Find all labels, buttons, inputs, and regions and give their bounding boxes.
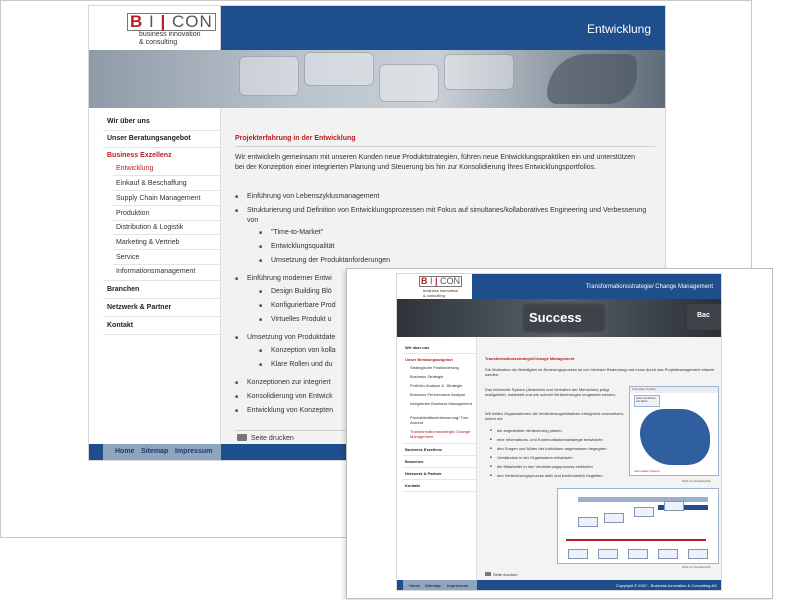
nav-branches[interactable]: Branchen bbox=[107, 286, 140, 293]
printer-icon bbox=[237, 434, 247, 441]
overlay-nav-sub-1[interactable]: Strategische Positionierung bbox=[410, 365, 459, 370]
nav-offer[interactable]: Unser Beratungsangebot bbox=[107, 135, 191, 142]
intro-text: Wir entwickeln gemeinsam mit unseren Kunden neue Produktstrategien, führen neue Entwicklungspraktiken ein und unterstützen bei der Konzeption einer integrierten Planung und Steuerung bis hin zur Konsolidierung Ihres Entwicklungsportfolios. bbox=[235, 154, 636, 171]
overlay-nav-sub-5[interactable]: Integriertes Business Management bbox=[410, 401, 472, 406]
overlay-nav-sub-7[interactable]: Transformationsstrategie/ Change Management bbox=[410, 429, 471, 439]
change-process-diagram[interactable] bbox=[557, 488, 719, 564]
success-key-label: Success bbox=[529, 310, 582, 325]
overlay-bullet-4: ■ Verständnis in der Organisation entwickeln bbox=[497, 455, 573, 460]
section-title: Entwicklung bbox=[586, 22, 651, 36]
overlay-nav-about[interactable]: Wir über uns bbox=[405, 345, 430, 350]
overlay-copyright: Copyright © 2007 - Business Innovation & Consulting AG bbox=[615, 583, 717, 588]
nav-sub-entwicklung[interactable]: Entwicklung bbox=[116, 165, 154, 172]
iceberg-diagram[interactable]: Formelles System Geben & Nehmen von Zielen Informelles System bbox=[629, 386, 719, 476]
zoom-caption-2[interactable]: Klick zur Großansicht bbox=[682, 565, 711, 569]
overlay-nav-branches[interactable]: Branchen bbox=[405, 459, 424, 464]
printer-icon bbox=[485, 572, 491, 576]
overlay-nav-excellence[interactable]: Business Exzellenz bbox=[405, 447, 442, 452]
overlay-para-1: Die Motivation der Beteiligten im Änderungsprozess ist von höchster Bedeutung und muss durch das Projektmanagement erlaubt werden. bbox=[485, 367, 714, 377]
overlay-sidebar-nav bbox=[397, 337, 477, 580]
bullet-3: ■ Einführung moderner Entwi bbox=[247, 274, 332, 284]
overlay-nav-offer[interactable]: Unser Beratungsangebot bbox=[405, 357, 453, 362]
back-key-label: Bac bbox=[697, 312, 710, 319]
overlay-nav-contact[interactable]: Kontakt bbox=[405, 483, 420, 488]
bullet-4-sub-1: ■ Konzeption von kolla bbox=[271, 346, 336, 356]
overlay-para-3: Wir helfen Organisationen die Veränderungsinitiativen erfolgreich umzusetzen, indem wir: bbox=[485, 411, 624, 421]
overlay-bullet-3: ■ den Sorgen und Nöten der Individuen angemessen begegnen bbox=[497, 446, 606, 451]
overlay-nav-sub-2[interactable]: Business Strategie bbox=[410, 374, 444, 379]
overlay-para-2: Das informelle System (Ansichten und Verhalten der Menschen) prägt maßgeblich, inwieweit und wie schnell Veränderungen umgesetzt werden. bbox=[485, 387, 616, 397]
footer-home-link[interactable]: Home bbox=[115, 448, 135, 455]
zoom-caption-1[interactable]: Klick zur Großansicht bbox=[682, 479, 711, 483]
logo[interactable] bbox=[89, 6, 221, 50]
bullet-1: ■ Einführung von Lebenszyklusmanagement bbox=[247, 192, 379, 202]
bullet-6: ■ Konsolidierung von Entwick bbox=[247, 392, 333, 402]
nav-sub-supply-chain[interactable]: Supply Chain Management bbox=[116, 195, 201, 202]
hero-image bbox=[89, 50, 666, 108]
overlay-bullet-1: ■ die angestrebte Veränderung planen bbox=[497, 428, 562, 433]
bullet-3-sub-3: ■ Virtuelles Produkt u bbox=[271, 315, 332, 325]
overlay-bullet-6: ■ den Veränderungsprozess aktiv und kontinuierlich begleiten bbox=[497, 473, 603, 478]
header bbox=[89, 6, 666, 50]
nav-contact[interactable]: Kontakt bbox=[107, 322, 134, 329]
bullet-2-sub-2: ■ Entwicklungsqualität bbox=[271, 242, 334, 252]
overlay-window bbox=[346, 268, 773, 599]
bullet-2: ■ Strukturierung und Definition von Entwicklungsprozessen mit Fokus auf simultanes/kollaboratives Engineering und Verbesserung von bbox=[247, 206, 647, 226]
sidebar-nav bbox=[89, 108, 221, 444]
logo-mark: B I | CON bbox=[127, 12, 216, 32]
bullet-3-sub-1: ■ Design Building Blö bbox=[271, 287, 332, 297]
overlay-footer bbox=[397, 580, 722, 591]
overlay-logo[interactable]: B I | CON business innovation & consulting bbox=[397, 274, 472, 299]
nav-sub-distribution[interactable]: Distribution & Logistik bbox=[116, 224, 184, 231]
overlay-content-title: Transformationsstrategie/Change Management bbox=[485, 356, 575, 361]
nav-sub-produktion[interactable]: Produktion bbox=[116, 210, 150, 217]
overlay-section-title: Transformationsstrategie/ Change Management bbox=[585, 284, 713, 290]
bullet-2-sub-3: ■ Umsetzung der Produktanforderungen bbox=[271, 256, 390, 266]
hand-image bbox=[547, 54, 637, 104]
content-title: Projekterfahrung in der Entwicklung bbox=[235, 135, 356, 142]
overlay-nav-sub-6[interactable]: Produktivitätsverbesserung/ Turn Around bbox=[410, 415, 469, 425]
logo-tagline: business innovation & consulting bbox=[139, 31, 201, 46]
bullet-4-sub-2: ■ Klare Rollen und du bbox=[271, 360, 333, 370]
bullet-2-sub-1: ■ "Time-to-Market" bbox=[271, 228, 323, 238]
overlay-footer-home[interactable]: Home bbox=[409, 583, 421, 588]
overlay-nav-sub-3[interactable]: Portfolio-Analyse & -Strategie bbox=[410, 383, 463, 388]
overlay-page bbox=[396, 273, 722, 591]
overlay-content bbox=[477, 337, 722, 580]
nav-network[interactable]: Netzwerk & Partner bbox=[107, 304, 172, 311]
overlay-logo-mark: B I | CON bbox=[421, 276, 461, 286]
print-page-link[interactable]: Seite drucken bbox=[237, 434, 294, 442]
nav-sub-service[interactable]: Service bbox=[116, 254, 140, 261]
nav-sub-einkauf[interactable]: Einkauf & Beschaffung bbox=[116, 180, 187, 187]
footer-impressum-link[interactable]: Impressum bbox=[175, 448, 213, 455]
bullet-7: ■ Entwicklung von Konzepten bbox=[247, 406, 333, 416]
overlay-print-page-link[interactable]: Seite drucken bbox=[485, 572, 517, 577]
overlay-bullet-5: ■ die Mitarbeiter in den Veränderungsprozess einbinden bbox=[497, 464, 593, 469]
nav-sub-informationsmanagement[interactable]: Informationsmanagement bbox=[116, 268, 196, 275]
overlay-bullet-2: ■ eine Informations- und Kommunikationsstrategie entwickeln bbox=[497, 437, 603, 442]
overlay-footer-sitemap[interactable]: Sitemap bbox=[425, 583, 441, 588]
bullet-3-sub-2: ■ Konfigurierbare Prod bbox=[271, 301, 336, 311]
overlay-footer-impressum[interactable]: Impressum bbox=[447, 583, 469, 588]
overlay-header bbox=[397, 274, 722, 299]
overlay-nav-network[interactable]: Netzwerk & Partner bbox=[405, 471, 442, 476]
nav-about[interactable]: Wir über uns bbox=[107, 118, 150, 125]
bullet-4: ■ Umsetzung von Produktdate bbox=[247, 333, 335, 343]
nav-excellence[interactable]: Business Exzellenz bbox=[107, 152, 172, 159]
nav-sub-marketing[interactable]: Marketing & Vertrieb bbox=[116, 239, 180, 246]
bullet-5: ■ Konzeptionen zur integriert bbox=[247, 378, 331, 388]
overlay-nav-sub-4[interactable]: Business Performance Analyse bbox=[410, 392, 466, 397]
footer-sitemap-link[interactable]: Sitemap bbox=[141, 448, 169, 455]
